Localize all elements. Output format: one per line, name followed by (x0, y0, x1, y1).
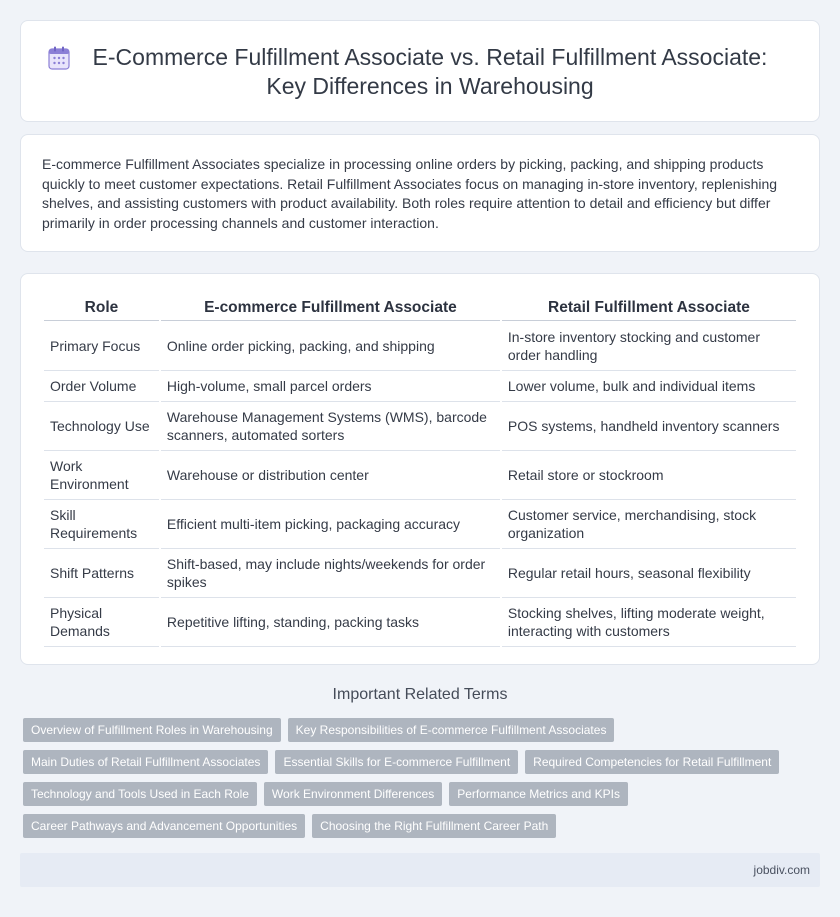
table-header-row (44, 296, 796, 321)
table-row (44, 371, 796, 402)
table-row (44, 500, 796, 549)
ecommerce-cell: High-volume, small parcel orders (161, 371, 500, 402)
related-term-tag[interactable]: Main Duties of Retail Fulfillment Associates (23, 750, 268, 774)
retail-cell: Customer service, merchandising, stock organization (502, 500, 796, 549)
page-title: E-Commerce Fulfillment Associate vs. Retail Fulfillment Associate: Key Differences in Warehousing (92, 44, 768, 99)
table-row (44, 598, 796, 647)
row-label: Work Environment (44, 451, 159, 500)
row-label: Technology Use (44, 402, 159, 451)
retail-cell: Stocking shelves, lifting moderate weight, interacting with customers (502, 598, 796, 647)
retail-cell: Regular retail hours, seasonal flexibility (502, 549, 796, 598)
comparison-table (42, 296, 798, 647)
related-term-tag[interactable]: Technology and Tools Used in Each Role (23, 782, 257, 806)
related-terms-tags (23, 718, 813, 846)
ecommerce-cell: Online order picking, packing, and shipping (161, 321, 500, 371)
row-label: Primary Focus (44, 321, 159, 371)
related-term-tag[interactable]: Overview of Fulfillment Roles in Warehousing (23, 718, 281, 742)
ecommerce-cell: Warehouse or distribution center (161, 451, 500, 500)
table-row (44, 321, 796, 371)
related-term-tag[interactable]: Performance Metrics and KPIs (449, 782, 628, 806)
related-term-tag[interactable]: Work Environment Differences (264, 782, 442, 806)
header-card (20, 20, 820, 122)
row-label: Order Volume (44, 371, 159, 402)
comparison-table-card (20, 273, 820, 665)
retail-cell: POS systems, handheld inventory scanners (502, 402, 796, 451)
table-row (44, 402, 796, 451)
column-header-role: Role (44, 296, 159, 321)
row-label: Physical Demands (44, 598, 159, 647)
related-term-tag[interactable]: Required Competencies for Retail Fulfillment (525, 750, 779, 774)
related-terms-title: Important Related Terms (332, 686, 508, 703)
ecommerce-cell: Warehouse Management Systems (WMS), barcode scanners, automated sorters (161, 402, 500, 451)
retail-cell: In-store inventory stocking and customer order handling (502, 321, 796, 371)
ecommerce-cell: Repetitive lifting, standing, packing tasks (161, 598, 500, 647)
row-label: Skill Requirements (44, 500, 159, 549)
related-term-tag[interactable]: Essential Skills for E-commerce Fulfillment (275, 750, 518, 774)
table-row (44, 549, 796, 598)
retail-cell: Lower volume, bulk and individual items (502, 371, 796, 402)
column-header-retail: Retail Fulfillment Associate (502, 296, 796, 321)
row-label: Shift Patterns (44, 549, 159, 598)
retail-cell: Retail store or stockroom (502, 451, 796, 500)
footer-site-link[interactable]: jobdiv.com (753, 863, 810, 877)
intro-paragraph: E-commerce Fulfillment Associates specialize in processing online orders by picking, packing, and shipping products quickly to meet customer expectations. Retail Fulfillment Associates focus on managing in-store inventory, replenishing shelves, and assisting customers with product availability. Both roles require attention to detail and efficiency but differ primarily in order processing channels and customer interaction. (42, 156, 778, 231)
related-term-tag[interactable]: Choosing the Right Fulfillment Career Path (312, 814, 556, 838)
ecommerce-cell: Efficient multi-item picking, packaging accuracy (161, 500, 500, 549)
related-term-tag[interactable]: Career Pathways and Advancement Opportunities (23, 814, 305, 838)
ecommerce-cell: Shift-based, may include nights/weekends for order spikes (161, 549, 500, 598)
table-row (44, 451, 796, 500)
column-header-ecommerce: E-commerce Fulfillment Associate (161, 296, 500, 321)
related-term-tag[interactable]: Key Responsibilities of E-commerce Fulfillment Associates (288, 718, 615, 742)
intro-card (20, 134, 820, 252)
footer (20, 853, 820, 887)
